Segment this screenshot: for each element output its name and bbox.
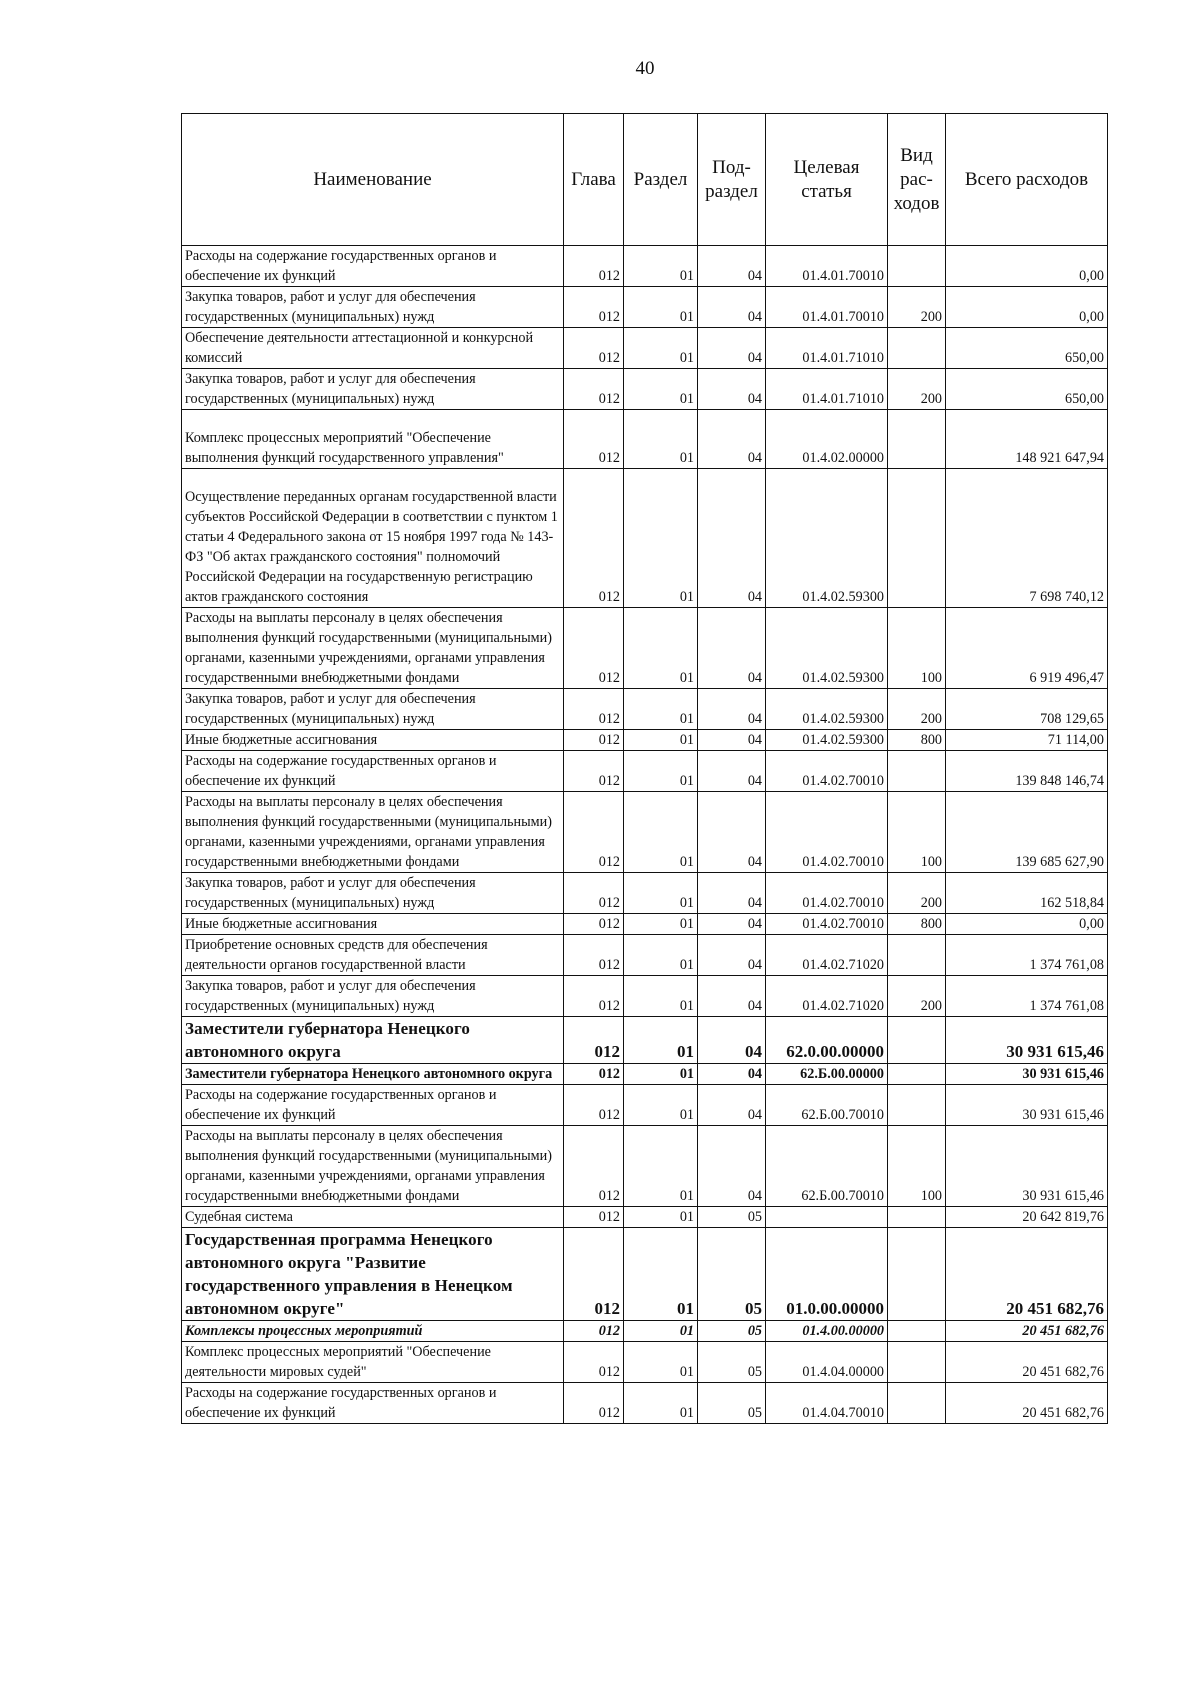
row-total: 30 931 615,46 xyxy=(946,1126,1108,1207)
row-name: Закупка товаров, работ и услуг для обеспечения государственных (муниципальных) нужд xyxy=(182,689,564,730)
row-subsection: 04 xyxy=(698,469,766,608)
row-target-article: 01.4.02.70010 xyxy=(766,792,888,873)
budget-table-body xyxy=(182,246,1108,1424)
table-row xyxy=(182,1383,1108,1424)
row-expense-type: 200 xyxy=(888,976,946,1017)
row-target-article: 01.4.01.71010 xyxy=(766,369,888,410)
row-subsection: 04 xyxy=(698,689,766,730)
row-expense-type xyxy=(888,1085,946,1126)
row-subsection: 04 xyxy=(698,369,766,410)
header-total: Всего расходов xyxy=(946,114,1108,246)
row-section: 01 xyxy=(624,914,698,935)
row-subsection: 04 xyxy=(698,287,766,328)
row-target-article: 62.0.00.00000 xyxy=(766,1017,888,1064)
row-target-article: 01.4.01.71010 xyxy=(766,328,888,369)
row-total: 20 451 682,76 xyxy=(946,1383,1108,1424)
table-row xyxy=(182,730,1108,751)
row-chapter: 012 xyxy=(564,1126,624,1207)
row-subsection: 04 xyxy=(698,935,766,976)
row-total: 0,00 xyxy=(946,287,1108,328)
row-target-article: 01.4.02.59300 xyxy=(766,608,888,689)
row-subsection: 05 xyxy=(698,1321,766,1342)
row-subsection: 04 xyxy=(698,751,766,792)
row-name: Государственная программа Ненецкого автономного округа "Развитие государственного управления в Ненецком автономном округе" xyxy=(182,1228,564,1321)
row-target-article: 62.Б.00.70010 xyxy=(766,1126,888,1207)
row-total: 148 921 647,94 xyxy=(946,410,1108,469)
row-target-article: 01.4.04.00000 xyxy=(766,1342,888,1383)
row-expense-type xyxy=(888,935,946,976)
row-section: 01 xyxy=(624,792,698,873)
row-total: 0,00 xyxy=(946,914,1108,935)
row-target-article: 01.4.02.71020 xyxy=(766,976,888,1017)
row-target-article: 01.4.02.71020 xyxy=(766,935,888,976)
row-chapter: 012 xyxy=(564,1342,624,1383)
row-section: 01 xyxy=(624,1085,698,1126)
table-row xyxy=(182,873,1108,914)
table-row xyxy=(182,1228,1108,1321)
row-chapter: 012 xyxy=(564,1085,624,1126)
row-chapter: 012 xyxy=(564,469,624,608)
table-row xyxy=(182,369,1108,410)
row-target-article: 01.0.00.00000 xyxy=(766,1228,888,1321)
row-chapter: 012 xyxy=(564,1383,624,1424)
row-expense-type xyxy=(888,1064,946,1085)
row-section: 01 xyxy=(624,469,698,608)
row-subsection: 04 xyxy=(698,1085,766,1126)
row-expense-type xyxy=(888,1383,946,1424)
row-expense-type xyxy=(888,1321,946,1342)
row-subsection: 05 xyxy=(698,1383,766,1424)
row-total: 708 129,65 xyxy=(946,689,1108,730)
row-section: 01 xyxy=(624,287,698,328)
table-row xyxy=(182,792,1108,873)
row-target-article xyxy=(766,1207,888,1228)
row-section: 01 xyxy=(624,935,698,976)
row-chapter: 012 xyxy=(564,873,624,914)
header-name: Наименование xyxy=(182,114,564,246)
row-expense-type: 100 xyxy=(888,792,946,873)
row-target-article: 01.4.04.70010 xyxy=(766,1383,888,1424)
row-subsection: 04 xyxy=(698,792,766,873)
table-header-row xyxy=(182,114,1108,246)
row-target-article: 01.4.02.70010 xyxy=(766,914,888,935)
row-name: Расходы на содержание государственных органов и обеспечение их функций xyxy=(182,751,564,792)
row-target-article: 01.4.02.00000 xyxy=(766,410,888,469)
table-row xyxy=(182,246,1108,287)
row-total: 6 919 496,47 xyxy=(946,608,1108,689)
row-name: Расходы на выплаты персоналу в целях обеспечения выполнения функций государственными (муниципальными) органами, казенными учреждениями, органами управления государственными внебюджетными фондами xyxy=(182,1126,564,1207)
table-row xyxy=(182,1321,1108,1342)
row-chapter: 012 xyxy=(564,689,624,730)
row-name: Закупка товаров, работ и услуг для обеспечения государственных (муниципальных) нужд xyxy=(182,287,564,328)
row-section: 01 xyxy=(624,751,698,792)
row-chapter: 012 xyxy=(564,935,624,976)
table-row xyxy=(182,976,1108,1017)
row-name: Расходы на выплаты персоналу в целях обеспечения выполнения функций государственными (муниципальными) органами, казенными учреждениями, органами управления государственными внебюджетными фондами xyxy=(182,608,564,689)
row-target-article: 01.4.01.70010 xyxy=(766,287,888,328)
row-total: 7 698 740,12 xyxy=(946,469,1108,608)
row-total: 162 518,84 xyxy=(946,873,1108,914)
row-subsection: 05 xyxy=(698,1207,766,1228)
row-total: 139 685 627,90 xyxy=(946,792,1108,873)
table-row xyxy=(182,328,1108,369)
row-subsection: 04 xyxy=(698,1126,766,1207)
table-row xyxy=(182,410,1108,469)
row-chapter: 012 xyxy=(564,730,624,751)
row-section: 01 xyxy=(624,730,698,751)
row-section: 01 xyxy=(624,976,698,1017)
row-subsection: 05 xyxy=(698,1228,766,1321)
row-chapter: 012 xyxy=(564,328,624,369)
row-name: Иные бюджетные ассигнования xyxy=(182,914,564,935)
row-name: Расходы на содержание государственных органов и обеспечение их функций xyxy=(182,1383,564,1424)
table-row xyxy=(182,689,1108,730)
header-subsection: Под-раздел xyxy=(698,114,766,246)
row-total: 30 931 615,46 xyxy=(946,1064,1108,1085)
budget-table xyxy=(181,113,1108,1424)
row-total: 1 374 761,08 xyxy=(946,935,1108,976)
row-section: 01 xyxy=(624,1228,698,1321)
row-name: Комплекс процессных мероприятий "Обеспечение выполнения функций государственного управления" xyxy=(182,410,564,469)
row-subsection: 04 xyxy=(698,1017,766,1064)
row-name: Расходы на выплаты персоналу в целях обеспечения выполнения функций государственными (муниципальными) органами, казенными учреждениями, органами управления государственными внебюджетными фондами xyxy=(182,792,564,873)
row-name: Иные бюджетные ассигнования xyxy=(182,730,564,751)
row-section: 01 xyxy=(624,328,698,369)
row-subsection: 04 xyxy=(698,730,766,751)
row-section: 01 xyxy=(624,1321,698,1342)
row-total: 20 451 682,76 xyxy=(946,1321,1108,1342)
row-chapter: 012 xyxy=(564,1064,624,1085)
row-name: Закупка товаров, работ и услуг для обеспечения государственных (муниципальных) нужд xyxy=(182,976,564,1017)
row-section: 01 xyxy=(624,1126,698,1207)
row-section: 01 xyxy=(624,1017,698,1064)
row-name: Заместители губернатора Ненецкого автономного округа xyxy=(182,1017,564,1064)
row-chapter: 012 xyxy=(564,751,624,792)
header-section: Раздел xyxy=(624,114,698,246)
table-row xyxy=(182,935,1108,976)
row-target-article: 62.Б.00.70010 xyxy=(766,1085,888,1126)
row-target-article: 01.4.00.00000 xyxy=(766,1321,888,1342)
row-name: Расходы на содержание государственных органов и обеспечение их функций xyxy=(182,246,564,287)
row-section: 01 xyxy=(624,246,698,287)
row-name: Закупка товаров, работ и услуг для обеспечения государственных (муниципальных) нужд xyxy=(182,873,564,914)
row-expense-type xyxy=(888,1207,946,1228)
row-expense-type: 200 xyxy=(888,689,946,730)
row-name: Комплексы процессных мероприятий xyxy=(182,1321,564,1342)
row-section: 01 xyxy=(624,1064,698,1085)
row-subsection: 04 xyxy=(698,608,766,689)
row-name: Заместители губернатора Ненецкого автономного округа xyxy=(182,1064,564,1085)
row-expense-type xyxy=(888,410,946,469)
table-row xyxy=(182,1126,1108,1207)
row-section: 01 xyxy=(624,689,698,730)
row-expense-type: 100 xyxy=(888,1126,946,1207)
row-expense-type xyxy=(888,751,946,792)
row-expense-type xyxy=(888,469,946,608)
row-chapter: 012 xyxy=(564,1207,624,1228)
row-chapter: 012 xyxy=(564,976,624,1017)
row-total: 650,00 xyxy=(946,369,1108,410)
row-section: 01 xyxy=(624,369,698,410)
row-subsection: 05 xyxy=(698,1342,766,1383)
row-subsection: 04 xyxy=(698,410,766,469)
table-row xyxy=(182,1085,1108,1126)
row-chapter: 012 xyxy=(564,792,624,873)
row-target-article: 01.4.01.70010 xyxy=(766,246,888,287)
row-subsection: 04 xyxy=(698,328,766,369)
row-total: 139 848 146,74 xyxy=(946,751,1108,792)
header-chapter: Глава xyxy=(564,114,624,246)
row-name: Приобретение основных средств для обеспечения деятельности органов государственной власти xyxy=(182,935,564,976)
row-total: 20 451 682,76 xyxy=(946,1342,1108,1383)
row-total: 71 114,00 xyxy=(946,730,1108,751)
table-row xyxy=(182,1342,1108,1383)
row-subsection: 04 xyxy=(698,246,766,287)
row-target-article: 01.4.02.59300 xyxy=(766,469,888,608)
table-row xyxy=(182,469,1108,608)
header-target-article: Целевая статья xyxy=(766,114,888,246)
row-name: Обеспечение деятельности аттестационной и конкурсной комиссий xyxy=(182,328,564,369)
row-name: Судебная система xyxy=(182,1207,564,1228)
row-total: 0,00 xyxy=(946,246,1108,287)
row-expense-type: 200 xyxy=(888,873,946,914)
row-section: 01 xyxy=(624,410,698,469)
row-section: 01 xyxy=(624,1383,698,1424)
row-total: 30 931 615,46 xyxy=(946,1017,1108,1064)
row-chapter: 012 xyxy=(564,608,624,689)
row-target-article: 01.4.02.59300 xyxy=(766,689,888,730)
table-row xyxy=(182,287,1108,328)
row-subsection: 04 xyxy=(698,1064,766,1085)
row-section: 01 xyxy=(624,1342,698,1383)
row-name: Комплекс процессных мероприятий "Обеспечение деятельности мировых судей" xyxy=(182,1342,564,1383)
row-chapter: 012 xyxy=(564,369,624,410)
row-name: Осуществление переданных органам государственной власти субъектов Российской Федерации в соответствии с пунктом 1 статьи 4 Федерального закона от 15 ноября 1997 года № 143-ФЗ "Об актах гражданского состояния" полномочий Российской Федерации на государственную регистрацию актов гражданского состояния xyxy=(182,469,564,608)
row-target-article: 01.4.02.70010 xyxy=(766,873,888,914)
table-row xyxy=(182,914,1108,935)
table-row xyxy=(182,608,1108,689)
row-target-article: 62.Б.00.00000 xyxy=(766,1064,888,1085)
row-subsection: 04 xyxy=(698,976,766,1017)
row-section: 01 xyxy=(624,873,698,914)
row-expense-type: 800 xyxy=(888,730,946,751)
row-chapter: 012 xyxy=(564,1321,624,1342)
row-subsection: 04 xyxy=(698,914,766,935)
row-subsection: 04 xyxy=(698,873,766,914)
row-total: 1 374 761,08 xyxy=(946,976,1108,1017)
row-expense-type xyxy=(888,1017,946,1064)
table-row xyxy=(182,1017,1108,1064)
row-target-article: 01.4.02.70010 xyxy=(766,751,888,792)
row-section: 01 xyxy=(624,1207,698,1228)
table-row xyxy=(182,751,1108,792)
row-expense-type xyxy=(888,328,946,369)
row-total: 20 451 682,76 xyxy=(946,1228,1108,1321)
row-target-article: 01.4.02.59300 xyxy=(766,730,888,751)
header-expense-type: Вид рас-ходов xyxy=(888,114,946,246)
row-total: 30 931 615,46 xyxy=(946,1085,1108,1126)
page-number: 40 xyxy=(635,58,655,79)
row-chapter: 012 xyxy=(564,287,624,328)
row-expense-type: 100 xyxy=(888,608,946,689)
row-chapter: 012 xyxy=(564,1228,624,1321)
row-expense-type: 800 xyxy=(888,914,946,935)
table-row xyxy=(182,1064,1108,1085)
row-chapter: 012 xyxy=(564,1017,624,1064)
row-expense-type xyxy=(888,246,946,287)
row-section: 01 xyxy=(624,608,698,689)
row-expense-type xyxy=(888,1342,946,1383)
row-total: 20 642 819,76 xyxy=(946,1207,1108,1228)
row-expense-type: 200 xyxy=(888,369,946,410)
row-expense-type: 200 xyxy=(888,287,946,328)
row-chapter: 012 xyxy=(564,246,624,287)
row-expense-type xyxy=(888,1228,946,1321)
table-row xyxy=(182,1207,1108,1228)
row-chapter: 012 xyxy=(564,914,624,935)
row-chapter: 012 xyxy=(564,410,624,469)
row-name: Закупка товаров, работ и услуг для обеспечения государственных (муниципальных) нужд xyxy=(182,369,564,410)
row-name: Расходы на содержание государственных органов и обеспечение их функций xyxy=(182,1085,564,1126)
row-total: 650,00 xyxy=(946,328,1108,369)
